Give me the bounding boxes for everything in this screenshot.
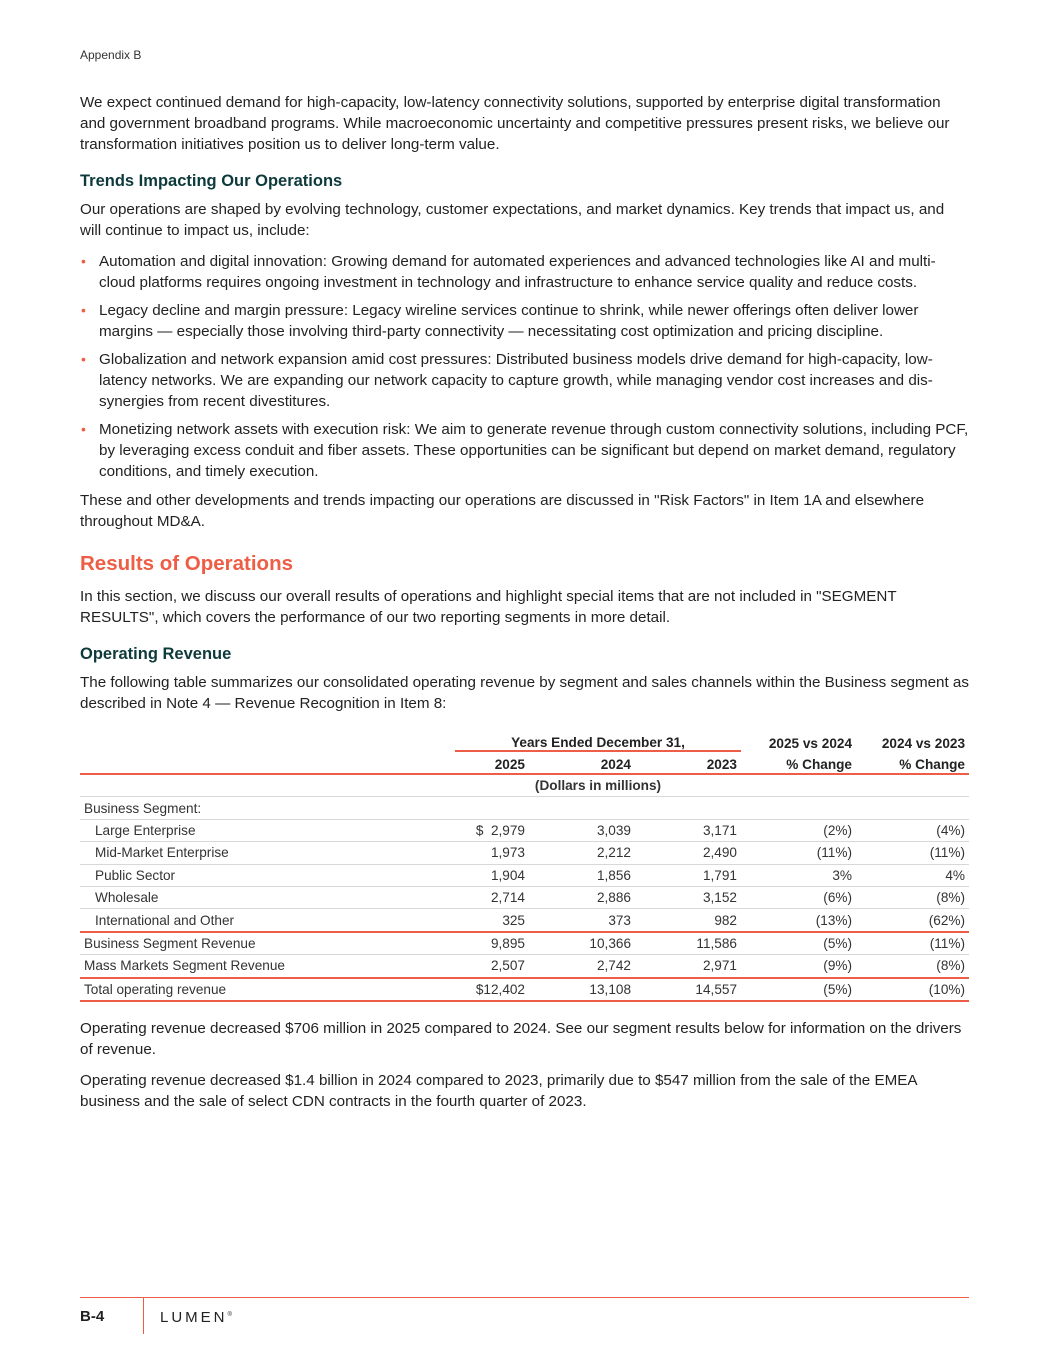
- intro-paragraph: We expect continued demand for high-capacity, low-latency connectivity solutions, supported by enterprise digital transformation and government broadband programs. While macroeconomic uncertainty and competitive pressures present risks, we believe our transformation initiatives position us to deliver long-term value.: [80, 94, 950, 153]
- trends-heading: Trends Impacting Our Operations: [80, 172, 343, 190]
- results-intro: In this section, we discuss our overall results of operations and highlight special items that are not included in "SEGMENT RESULTS", which covers the performance of our two reporting segments in more detail.: [80, 588, 897, 626]
- change-col-2-line1: 2024 vs 2023: [881, 736, 965, 751]
- bullet-icon: •: [81, 253, 86, 269]
- table-row: Mass Markets Segment Revenue 2,507 2,742 2,971 (9%) (8%): [80, 955, 969, 978]
- change-col-2-line2: % Change: [856, 751, 969, 774]
- units-label: (Dollars in millions): [455, 774, 741, 797]
- trends-list: [80, 251, 969, 482]
- operating-revenue-table: [80, 730, 969, 1002]
- trend-item: • Legacy decline and margin pressure: Legacy wireline services continue to shrink, while newer offerings often deliver lower margins — especially those involving third-party connectivity — necessitating cost optimization and pricing discipline.: [81, 302, 919, 340]
- section-row: [80, 797, 969, 819]
- operating-revenue-heading: Operating Revenue: [80, 645, 232, 663]
- table-row: Mid-Market Enterprise 1,973 2,212 2,490 (11%) (11%): [80, 842, 969, 864]
- lumen-logo: LUMEN®: [160, 1309, 232, 1326]
- table-row: International and Other 325 373 982 (13%) (62%): [80, 909, 969, 932]
- appendix-label: Appendix B: [80, 48, 142, 62]
- table-row: Public Sector 1,904 1,856 1,791 3% 4%: [80, 864, 969, 886]
- change-col-1-line2: % Change: [741, 751, 856, 774]
- subtotal-row: Business Segment Revenue 9,895 10,366 11,586 (5%) (11%): [80, 932, 969, 955]
- units-row: [80, 774, 969, 797]
- trends-closing: These and other developments and trends impacting our operations are discussed in "Risk Factors" in Item 1A and elsewhere throughout MD&A.: [80, 492, 925, 530]
- results-heading: Results of Operations: [80, 552, 294, 575]
- change-col-1-line1: 2025 vs 2024: [768, 736, 852, 751]
- col-2025: 2025: [455, 751, 529, 774]
- page-content: [80, 92, 969, 1122]
- total-row: Total operating revenue $12,402 13,108 14,557 (5%) (10%): [80, 978, 969, 1001]
- section-label: Business Segment:: [80, 797, 455, 819]
- footer-divider: [80, 1297, 969, 1298]
- trend-item: • Automation and digital innovation: Growing demand for automated experiences and advanced technologies like AI and multi-cloud platforms requires ongoing investment in technology and infrastructure to enhance service quality and reduce costs.: [81, 253, 936, 291]
- table-row: Wholesale 2,714 2,886 3,152 (6%) (8%): [80, 886, 969, 908]
- years-ended-header: Years Ended December 31,: [455, 730, 741, 751]
- col-2023: 2023: [635, 751, 741, 774]
- page-number: B-4: [80, 1308, 105, 1325]
- trend-item: • Globalization and network expansion amid cost pressures: Distributed business models drive demand for high-capacity, low-latency networks. We are expanding our network capacity to capture growth, while managing vendor cost increases and dis-synergies from recent divestitures.: [81, 351, 933, 410]
- bullet-icon: •: [81, 421, 86, 437]
- footer-vertical-divider: [143, 1298, 144, 1334]
- table-row: Large Enterprise $ 2,979 3,039 3,171 (2%) (4%): [80, 819, 969, 841]
- trends-intro: Our operations are shaped by evolving technology, customer expectations, and market dynamics. Key trends that impact us, and will continue to impact us, include:: [80, 201, 945, 239]
- trend-item: • Monetizing network assets with execution risk: We aim to generate revenue through custom connectivity solutions, including PCF, by leveraging excess conduit and fiber assets. These opportunities can be significant but depend on market demand, regulatory conditions, and timely execution.: [81, 421, 969, 480]
- revenue-para-2025: Operating revenue decreased $706 million in 2025 compared to 2024. See our segment results below for information on the drivers of revenue.: [80, 1019, 962, 1058]
- bullet-icon: •: [81, 351, 86, 367]
- col-2024: 2024: [529, 751, 635, 774]
- operating-revenue-intro: The following table summarizes our consolidated operating revenue by segment and sales channels within the Business segment as described in Note 4 — Revenue Recognition in Item 8:: [80, 674, 969, 712]
- bullet-icon: •: [81, 302, 86, 318]
- revenue-para-2024: Operating revenue decreased $1.4 billion in 2024 compared to 2023, primarily due to $547 million from the sale of the EMEA business and the sale of select CDN contracts in the fourth quarter of 2023.: [80, 1071, 917, 1110]
